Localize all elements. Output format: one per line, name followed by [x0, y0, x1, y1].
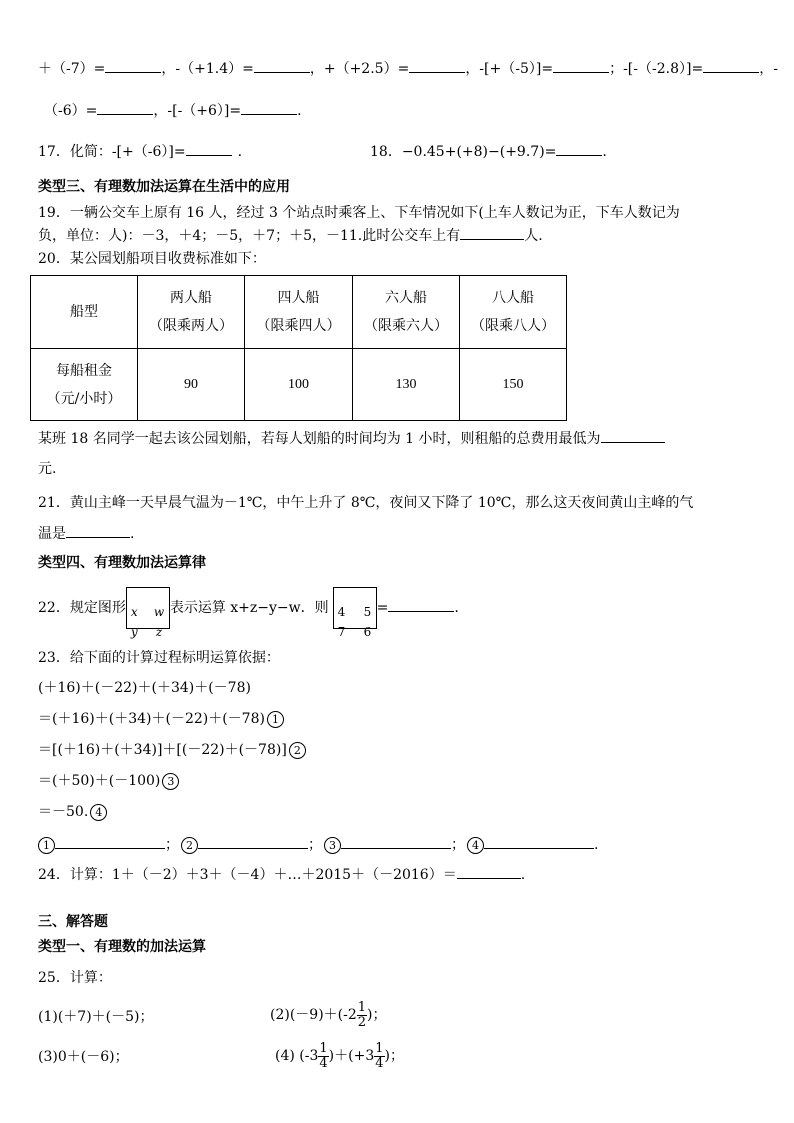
separator: ；: [451, 837, 465, 853]
q25-p1: (1)(＋7)＋(－5)；: [38, 1009, 154, 1025]
numerator: 1: [375, 1040, 384, 1056]
boat-name: 两人船: [170, 290, 212, 306]
fraction: [374, 1042, 384, 1071]
q16-item3: ，+（+2.5）=: [309, 61, 410, 77]
q22: [38, 586, 459, 639]
answer-blank[interactable]: [484, 834, 594, 849]
answer-blank[interactable]: [553, 58, 609, 73]
q22-middle: 表示运算 x+z−y−w．则: [169, 600, 329, 616]
q22-prefix: 22．规定图形: [38, 600, 126, 616]
q25-p4: [275, 1039, 404, 1073]
expr-part: )；: [384, 1048, 404, 1064]
q22-eq: =: [376, 600, 389, 616]
q22-end: .: [454, 600, 459, 616]
step-expr: (＋16)＋(－22)＋(＋34)＋(－78): [38, 680, 251, 696]
q16-item6: ，-: [759, 61, 778, 77]
denominator: 4: [375, 1055, 384, 1071]
fee-table: [30, 275, 567, 421]
section-heading: 类型四、有理数加法运算律: [38, 555, 206, 571]
answer-mark: 1: [38, 837, 55, 854]
table-cell: [31, 349, 138, 421]
answer-blank[interactable]: [55, 834, 165, 849]
step-expr: ＝(＋16)＋(＋34)＋(－22)＋(－78): [38, 711, 265, 727]
boat-name: 四人船: [277, 290, 320, 306]
box-cell: 5: [363, 605, 372, 619]
q23-end: .: [594, 837, 599, 853]
answer-blank[interactable]: [105, 58, 161, 73]
numerator: 1: [319, 1040, 328, 1056]
q18: [370, 141, 607, 162]
answer-mark: 4: [467, 837, 484, 854]
answer-blank[interactable]: [241, 100, 297, 115]
separator: ；: [308, 837, 322, 853]
q18-end: .: [602, 144, 607, 160]
step-mark: 1: [267, 711, 284, 728]
table-row: [31, 276, 567, 349]
q19-end: 人.: [524, 228, 543, 244]
part-heading: 三、解答题: [38, 914, 108, 930]
box-cell: 7: [337, 625, 346, 639]
answer-blank[interactable]: [460, 225, 524, 240]
q21-text: 温是: [38, 526, 66, 542]
q23-step: [38, 740, 306, 760]
price-unit: （元/小时）: [46, 390, 122, 407]
expr-part: (2)(－9)＋(-2: [270, 1007, 357, 1023]
table-header-cell: 船型: [31, 276, 138, 349]
table-row: [31, 349, 567, 421]
q23-step: [38, 802, 107, 822]
q23-title: 23．给下面的计算过程标明运算依据：: [38, 650, 280, 666]
q20-text: 某班 18 名同学一起去该公园划船，若每人划船的时间均为 1 小时，则租船的总费用最低为: [38, 431, 601, 447]
table-cell: 100: [245, 349, 353, 421]
section-heading: 类型三、有理数加法运算在生活中的应用: [38, 179, 290, 195]
table-header-cell: [245, 276, 353, 349]
numerator: 1: [357, 999, 367, 1015]
q19-text: 负，单位：人)：－3，＋4；－5，＋7；＋5，－11.此时公交车上有: [38, 228, 461, 244]
q23-step: [38, 771, 179, 791]
step-expr: ＝－50.: [38, 804, 89, 820]
answer-blank[interactable]: [198, 834, 308, 849]
q16-item7: （-6）=: [44, 103, 98, 119]
section-heading: 类型一、有理数的加法运算: [38, 939, 206, 955]
q19-line2: [38, 225, 543, 246]
box-cell: y: [130, 625, 138, 639]
answer-blank[interactable]: [97, 100, 153, 115]
denominator: 4: [319, 1055, 328, 1071]
price-label: 每船租金: [56, 362, 112, 379]
q16-item5: ；-[-（-2.8）]=: [609, 61, 704, 77]
expr-part: )；: [367, 1007, 387, 1023]
operation-box: [126, 587, 170, 639]
answer-blank[interactable]: [409, 58, 465, 73]
table-cell: 150: [460, 349, 567, 421]
q23-step: [38, 678, 251, 698]
table-header-cell: [138, 276, 245, 349]
boat-limit: （限乘八人）: [471, 318, 555, 334]
fraction: [357, 1001, 367, 1030]
answer-blank[interactable]: [457, 864, 521, 879]
q18-text: 18．−0.45+(+8)−(+9.7)=: [370, 144, 557, 160]
expr-part: (4) (-3: [275, 1048, 319, 1064]
fraction: [318, 1042, 328, 1071]
answer-blank[interactable]: [341, 834, 451, 849]
separator: ；: [165, 837, 179, 853]
operation-box: [333, 587, 377, 639]
q25-title: 25．计算：: [38, 970, 112, 986]
q17-end: .: [237, 144, 243, 160]
q19-line1: 19．一辆公交车上原有 16 人，经过 3 个站点时乘客上、下车情况如下(上车人数记为正，下车人数记为: [38, 205, 680, 221]
answer-mark: 2: [181, 837, 198, 854]
box-cell: 4: [337, 605, 346, 619]
boat-name: 六人船: [385, 290, 427, 306]
box-cell: w: [153, 605, 165, 619]
q21-line1: 21．黄山主峰一天早晨气温为－1℃，中午上升了 8℃，夜间又下降了 10℃，那么这天夜间黄山主峰的气: [38, 495, 694, 511]
q20-after: [38, 428, 665, 449]
q16-item2: ，-（+1.4）=: [161, 61, 254, 77]
answer-blank[interactable]: [703, 58, 759, 73]
q25-p3: (3)0＋(－6)；: [38, 1049, 129, 1065]
q17: [38, 141, 242, 162]
q24: [38, 864, 525, 885]
boat-limit: （限乘四人）: [256, 318, 341, 334]
answer-blank[interactable]: [556, 141, 602, 156]
step-mark: 4: [90, 804, 107, 821]
q17-text: 17．化简：-[+（-6）]=: [38, 144, 186, 160]
q23-step: [38, 709, 284, 729]
q16-line1: [38, 58, 778, 79]
answer-mark: 3: [324, 837, 341, 854]
q21-end: .: [130, 526, 135, 542]
q24-text: 24．计算：1＋（－2）＋3＋（－4）＋…＋2015＋（－2016）＝: [38, 867, 457, 883]
q16-line2: [44, 100, 302, 121]
answer-blank[interactable]: [66, 523, 130, 538]
answer-blank[interactable]: [254, 58, 310, 73]
step-expr: ＝(＋50)＋(－100): [38, 773, 161, 789]
q20-title: 20．某公园划船项目收费标准如下：: [38, 251, 266, 267]
table-cell: 130: [353, 349, 460, 421]
q16-item4: ，-[+（-5）]=: [465, 61, 554, 77]
q21-line2: [38, 523, 134, 544]
step-expr: ＝[(＋16)＋(＋34)]＋[(－22)＋(－78)]: [38, 742, 287, 758]
answer-blank[interactable]: [186, 141, 232, 156]
step-mark: 2: [289, 742, 306, 759]
denominator: 2: [357, 1014, 367, 1030]
q23-answers: [38, 834, 598, 855]
box-cell: x: [130, 605, 138, 619]
answer-blank[interactable]: [388, 597, 454, 612]
q16-item1: ＋（-7）=: [38, 61, 106, 77]
boat-limit: （限乘六人）: [364, 318, 448, 334]
box-cell: z: [155, 625, 163, 639]
q24-end: .: [520, 867, 526, 883]
boat-name: 八人船: [492, 290, 534, 306]
boat-limit: （限乘两人）: [149, 318, 233, 334]
table-header-cell: [353, 276, 460, 349]
step-mark: 3: [162, 773, 179, 790]
box-cell: 6: [363, 625, 372, 639]
expr-part: )＋(+3: [328, 1048, 375, 1064]
q20-unit: 元.: [38, 461, 57, 477]
table-header-cell: [460, 276, 567, 349]
q16-item8: ，-[-（+6）]=: [153, 103, 242, 119]
q16-end: .: [297, 103, 302, 119]
answer-blank[interactable]: [601, 428, 665, 443]
q25-p2: [270, 998, 387, 1032]
table-cell: 90: [138, 349, 245, 421]
